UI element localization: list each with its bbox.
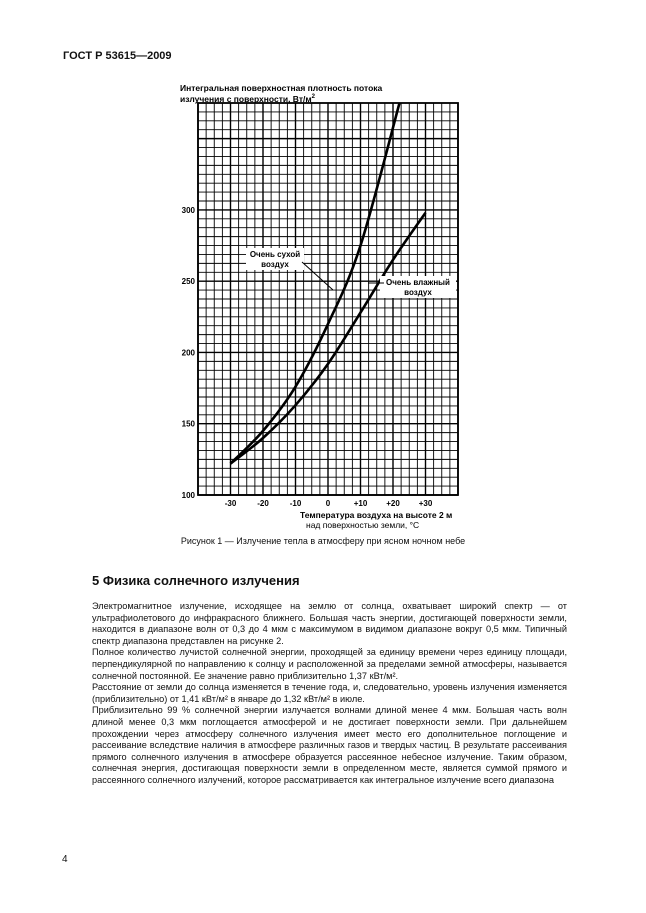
chart-grid — [198, 103, 458, 495]
chart-ylabel-sup: 2 — [311, 94, 315, 100]
x-tick-label: +20 — [386, 499, 400, 508]
x-tick-label: +10 — [353, 499, 368, 508]
y-tick-label: 200 — [181, 348, 195, 358]
paragraph-2: Полное количество лучистой солнечной энергии, проходящей за единицу времени через единицу площади, перпендикулярной по направлению к солнцу и расположенной за пределами земной атмосферы, называется солнечной постоянной. Ее значение равно приблизительно 1,37 кВт/м². — [92, 647, 567, 681]
y-tick-label: 150 — [181, 419, 195, 429]
standard-header: ГОСТ Р 53615—2009 — [63, 50, 172, 62]
y-tick-label: 100 — [181, 491, 195, 500]
paragraph-3: Расстояние от земли до солнца изменяется в течение года, и, следовательно, уровень излучения изменяется (приблизительно) от 1,41 кВт/м² в январе до 1,32 кВт/м² в июле. — [92, 682, 567, 704]
paragraph-4: Приблизительно 99 % солнечной энергии излучается волнами длиной менее 4 мкм. Большая часть волн длиной менее 0,3 мкм поглощается атмосферой и не достигает поверхности земли. При дальнейшем прохождении через атмосферу солнечного излучения имеет место его дополнительное поглощение и рассеивание вследствие наличия в атмосфере различных газов и твердых частиц. В результате рассеивания прямого солнечного излучения в атмосфере образуется рассеянное небесное излучение. Таким образом, солнечная энергия, достигающая поверхности земли в определенном месте, является суммой прямого и рассеянного солнечного излучений, которое рассматривается как интегральное излучение всего диапазона — [92, 705, 567, 785]
paragraph-1: Электромагнитное излучение, исходящее на землю от солнца, охватывает широкий спектр — от ультрафиолетового до инфракрасного ближнего. Большая часть энергии, достигающей поверхности земли, находится в диапазоне волн от 0,3 до 4 мкм с максимумом в видимом диапазоне вокруг 0,5 мкм. Типичный спектр диапазона представлен на рисунке 2. — [92, 601, 567, 646]
y-tick-label: 300 — [181, 205, 195, 215]
x-tick-label: 0 — [325, 499, 331, 508]
chart-xlabel-line2: над поверхностью земли, °С — [306, 520, 420, 530]
chart-ylabel-line2-text: излучения с поверхности, Вт/м — [180, 94, 312, 104]
chart-ylabel-line1: Интегральная поверхностная плотность потока — [180, 83, 383, 93]
series-label-line2: воздух — [404, 288, 432, 297]
x-tick-label: -20 — [257, 499, 269, 508]
y-tick-label: 250 — [181, 277, 195, 287]
x-tick-label: +30 — [418, 499, 433, 508]
figure-caption: Рисунок 1 — Излучение тепла в атмосферу при ясном ночном небе — [180, 536, 466, 546]
chart-series — [231, 103, 457, 464]
section-title: 5 Физика солнечного излучения — [92, 573, 300, 588]
page-number: 4 — [62, 854, 68, 865]
x-tick-label: -30 — [224, 499, 237, 508]
body-text — [92, 601, 567, 787]
chart-ylabel-line2 — [180, 94, 316, 104]
chart-xlabel-line1: Температура воздуха на высоте 2 м — [300, 510, 453, 520]
series-label-line1: Очень влажный — [386, 278, 450, 287]
series-label-line1: Очень сухой — [249, 250, 301, 259]
series-label-line2: воздух — [261, 260, 289, 269]
x-tick-label: -10 — [289, 499, 302, 508]
